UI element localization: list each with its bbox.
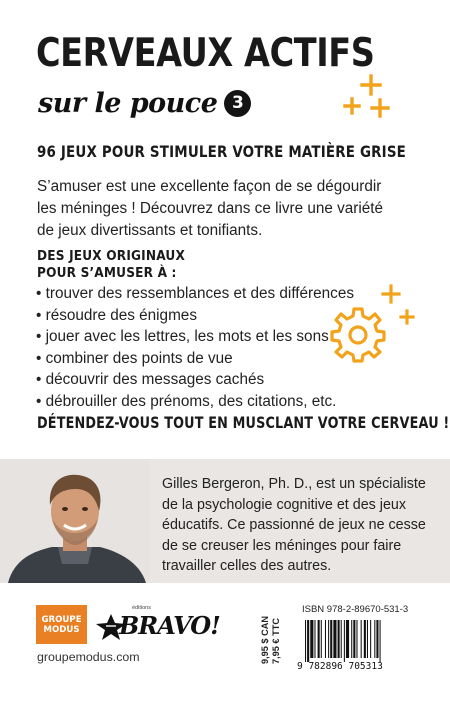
barcode-bar	[314, 620, 315, 658]
barcode-bar	[307, 620, 309, 662]
barcode-bar	[374, 620, 375, 658]
imprint-logo[interactable]	[94, 604, 220, 646]
tagline: 96 JEUX POUR STIMULER VOTRE MATIÈRE GRISE	[37, 142, 407, 161]
barcode-bar	[351, 620, 352, 658]
barcode-bar	[356, 620, 357, 658]
barcode-digits: 9 782896 705313	[297, 661, 383, 670]
list-item: • trouver des ressemblances et des différences	[36, 283, 366, 305]
book-subtitle: sur le pouce	[38, 87, 218, 119]
author-band	[0, 459, 450, 583]
price-block	[258, 602, 290, 668]
barcode-bar	[333, 620, 336, 658]
publisher-logo[interactable]	[36, 605, 87, 644]
barcode-bar	[353, 620, 355, 658]
website-link[interactable]: groupemodus.com	[37, 650, 140, 664]
barcode-bar	[338, 620, 340, 658]
publisher-logo-line1: GROUPE	[41, 614, 82, 625]
barcode-bar	[325, 620, 326, 658]
barcode-bar	[346, 620, 349, 658]
barcode-bar	[330, 620, 332, 658]
price-eur: 7,95 € TTC	[271, 618, 281, 664]
plus-icon-cluster-top	[340, 72, 400, 122]
games-list	[36, 283, 366, 413]
barcode-bar	[361, 620, 362, 658]
author-bio: Gilles Bergeron, Ph. D., est un spécialiste de la psychologie cognitive et des jeux éducatifs. Ce passionné de jeux ne cesse de se creuser les méninges pour faire travailler celles des autres.	[162, 476, 426, 574]
intro-paragraph: S’amuser est une excellente façon de se dégourdir les méninges ! Découvrez dans ce livre une variété de jeux divertissants et tonifiants.	[37, 178, 384, 239]
price-can: 9,95 $ CAN	[260, 615, 270, 664]
barcode-bar	[310, 620, 313, 658]
barcode-bar	[364, 620, 366, 658]
barcode-bar	[318, 620, 320, 658]
gear-icon	[320, 282, 420, 372]
publisher-logo-line2: MODUS	[43, 624, 80, 635]
callout-text: DÉTENDEZ-VOUS TOUT EN MUSCLANT VOTRE CERVEAU !	[37, 413, 450, 432]
barcode-bar	[328, 620, 329, 658]
list-item: • combiner des points de vue	[36, 348, 366, 370]
volume-badge: 3	[224, 90, 251, 117]
list-item: • jouer avec les lettres, les mots et les sons	[36, 326, 366, 348]
barcode-bar	[367, 620, 368, 658]
subtitle-row	[38, 86, 251, 120]
isbn-text: ISBN 978-2-89670-531-3	[302, 604, 409, 615]
barcode-bar	[380, 620, 381, 662]
barcode-bar	[305, 620, 306, 662]
book-title: CERVEAUX ACTIFS	[36, 31, 375, 76]
imprint-small-text: éditions	[132, 605, 151, 611]
author-photo	[0, 459, 150, 583]
list-heading-line2: POUR S’AMUSER À :	[37, 265, 177, 281]
barcode-bar	[376, 620, 378, 658]
list-heading	[37, 248, 307, 282]
imprint-name: BRAVO!	[119, 611, 220, 640]
barcode-bar	[370, 620, 371, 658]
list-item: • débrouiller des prénoms, des citations, etc.	[36, 391, 366, 413]
barcode-bar	[341, 620, 342, 658]
barcode	[296, 618, 428, 670]
list-item: • découvrir des messages cachés	[36, 369, 366, 391]
barcode-bar	[321, 620, 322, 658]
list-heading-line1: DES JEUX ORIGINAUX	[37, 248, 186, 264]
list-item: • résoudre des énigmes	[36, 305, 366, 327]
barcode-bar	[344, 620, 345, 662]
